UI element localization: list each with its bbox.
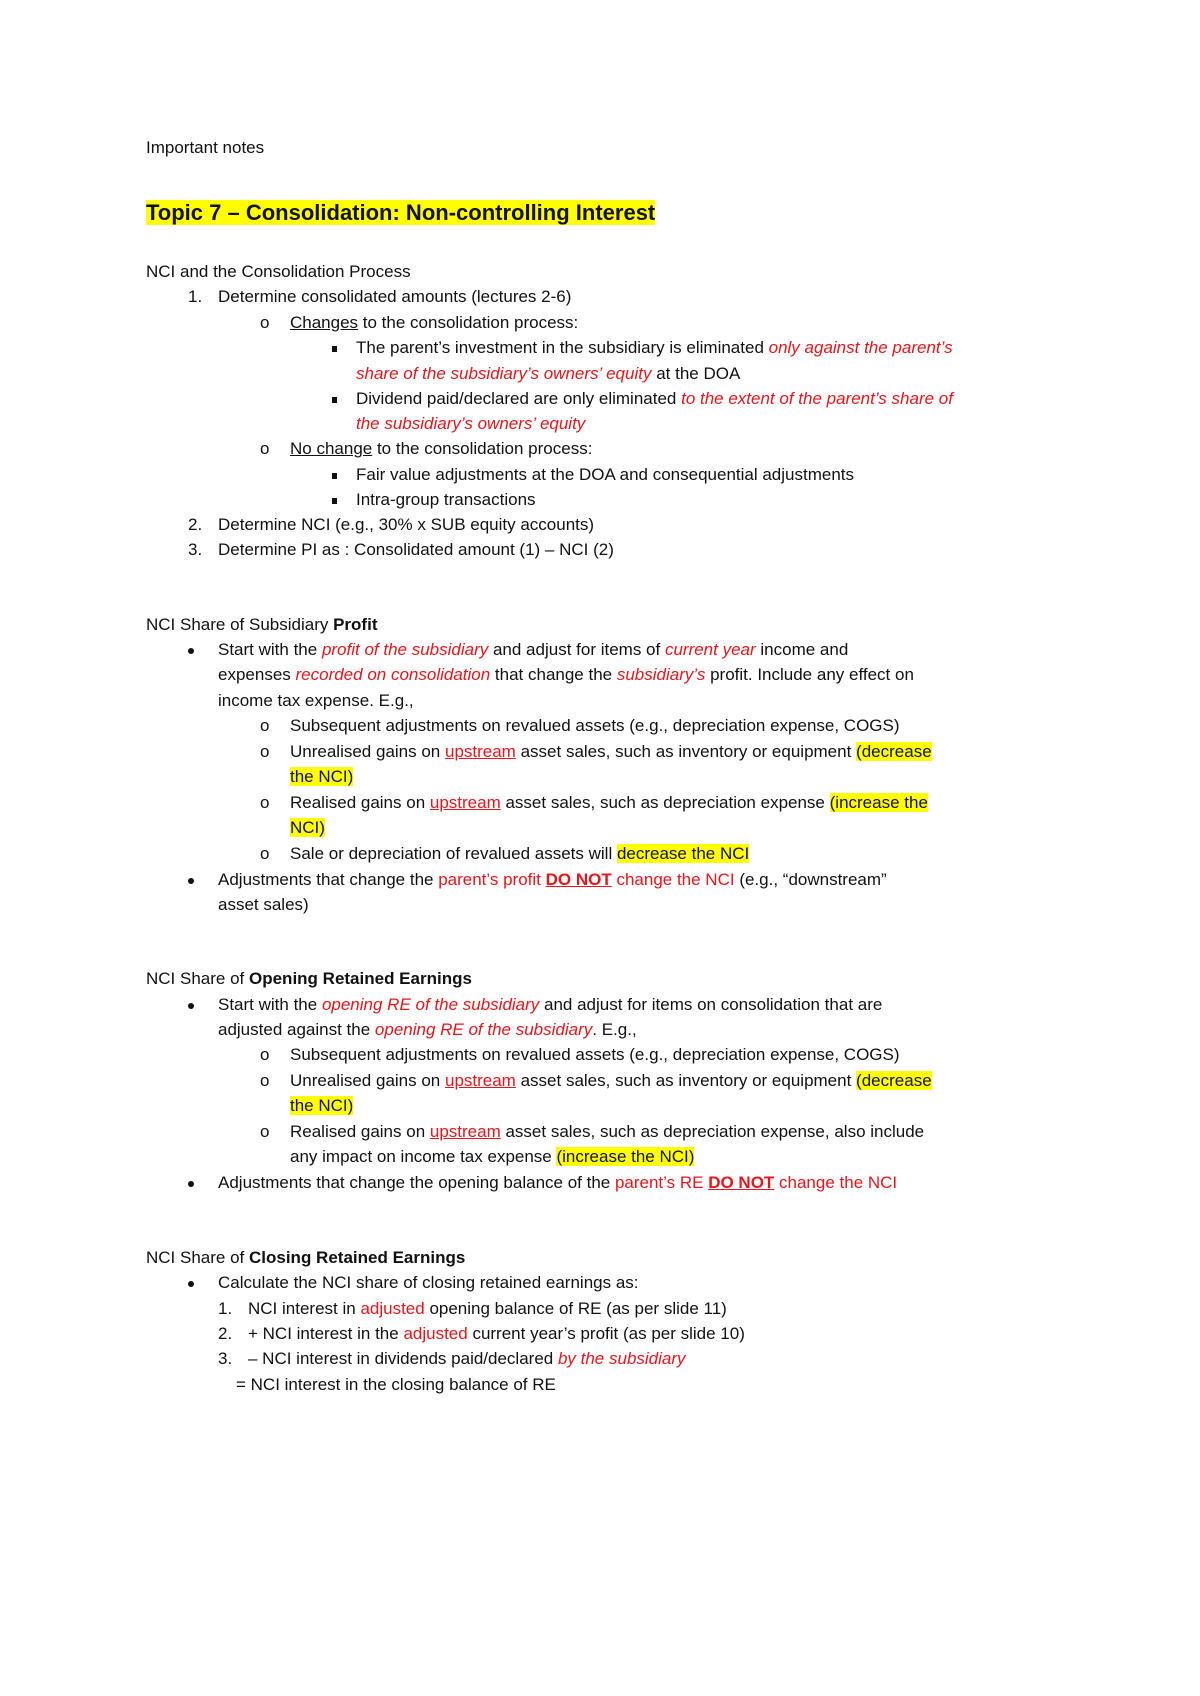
topic-title [146, 198, 655, 228]
emphasis-text: parent’s RE [614, 1173, 709, 1192]
list-number: 2. [188, 515, 203, 534]
list-item: Subsequent adjustments on revalued assets (e.g., depreciation expense, COGS) [290, 716, 900, 735]
circle-bullet-icon: o [260, 1045, 270, 1064]
emphasis-text: DO NOT [708, 1173, 775, 1192]
list-item-continued: expenses recorded on consolidation that change the subsidiary’s profit. Include any effect on [218, 665, 914, 684]
text: Dividend paid/declared are only eliminated [356, 389, 682, 408]
list-item-continued: adjusted against the opening RE of the subsidiary. E.g., [218, 1020, 637, 1039]
emphasis-text: recorded on consolidation [295, 665, 491, 684]
list-item: Calculate the NCI share of closing retained earnings as: [218, 1273, 639, 1292]
list-item-continued [290, 1094, 353, 1118]
list-item [356, 387, 953, 411]
emphasis-text: adjusted [403, 1324, 468, 1343]
highlighted-text: the NCI) [290, 767, 354, 786]
emphasis-text: by the subsidiary [557, 1349, 686, 1368]
circle-bullet-icon: o [260, 1071, 270, 1090]
circle-bullet-icon: o [260, 716, 270, 735]
list-item: Determine PI as : Consolidated amount (1) – NCI (2) [218, 540, 614, 559]
list-item-continued [290, 765, 353, 789]
square-bullet-icon [332, 336, 337, 360]
list-number: 3. [218, 1349, 233, 1368]
circle-bullet-icon: o [260, 844, 270, 863]
list-item: Start with the opening RE of the subsidiary and adjust for items on consolidation that are [218, 995, 883, 1014]
emphasis-text: share of the subsidiary’s owners’ equity [356, 364, 652, 383]
emphasis-text: opening RE of the subsidiary [321, 995, 540, 1014]
circle-bullet-icon: o [260, 313, 270, 332]
list-item [356, 336, 953, 360]
list-item-continued: income tax expense. E.g., [218, 691, 414, 710]
bullet-icon [188, 1271, 194, 1295]
list-item-continued [356, 412, 585, 436]
emphasis-text: change the NCI [774, 1173, 898, 1192]
text: to the consolidation process: [372, 439, 593, 458]
text: NCI Share of Subsidiary [146, 615, 334, 634]
list-item [290, 311, 578, 335]
emphasis-text: adjusted [360, 1299, 425, 1318]
emphasis-text: current year [664, 640, 756, 659]
emphasis-text: upstream [429, 1122, 501, 1141]
section-heading-closing-re: NCI Share of Closing Retained Earnings [146, 1248, 466, 1267]
bullet-icon [188, 1171, 194, 1195]
topic-title-text: Topic 7 – Consolidation: Non-controlling Interest [146, 200, 656, 225]
bullet-icon [188, 638, 194, 662]
highlighted-text: (decrease [856, 1071, 932, 1090]
doc-heading: Important notes [146, 138, 265, 157]
emphasis-text: to the extent of the parent’s share of [681, 389, 953, 408]
circle-bullet-icon: o [260, 742, 270, 761]
emphasis-text: the subsidiary’s owners’ equity [356, 414, 586, 433]
text: at the DOA [651, 364, 741, 383]
list-item: Unrealised gains on upstream asset sales, such as inventory or equipment (decrease [290, 1071, 932, 1090]
list-item: Start with the profit of the subsidiary and adjust for items of current year income and [218, 640, 849, 659]
list-item: Realised gains on upstream asset sales, such as depreciation expense (increase the [290, 793, 928, 812]
emphasis-text: opening RE of the subsidiary [374, 1020, 593, 1039]
list-item: Sale or depreciation of revalued assets will decrease the NCI [290, 844, 750, 863]
bold-term: Opening Retained Earnings [249, 969, 472, 988]
list-item: Determine consolidated amounts (lectures 2-6) [218, 287, 572, 306]
section-heading-consolidation-process: NCI and the Consolidation Process [146, 262, 411, 281]
emphasis-text: subsidiary’s [616, 665, 706, 684]
list-number: 1. [188, 287, 203, 306]
underlined-term: No change [290, 439, 373, 458]
list-item: Realised gains on upstream asset sales, such as depreciation expense, also include [290, 1122, 925, 1141]
list-number: 2. [218, 1324, 233, 1343]
list-item-continued [290, 816, 325, 840]
emphasis-text: upstream [444, 742, 516, 761]
list-item: Fair value adjustments at the DOA and consequential adjustments [356, 465, 855, 484]
list-item-continued [356, 362, 740, 386]
text: The parent’s investment in the subsidiary is eliminated [356, 338, 769, 357]
list-item: – NCI interest in dividends paid/declared by the subsidiary [248, 1349, 686, 1368]
list-item-continued: any impact on income tax expense (increase the NCI) [290, 1147, 695, 1166]
list-item: Subsequent adjustments on revalued assets (e.g., depreciation expense, COGS) [290, 1045, 900, 1064]
highlighted-text: (increase the [829, 793, 928, 812]
list-item: Intra-group transactions [356, 490, 536, 509]
list-number: 3. [188, 540, 203, 559]
underlined-term: Changes [290, 313, 359, 332]
text: to the consolidation process: [358, 313, 579, 332]
bold-term: Profit [333, 615, 378, 634]
bold-term: Closing Retained Earnings [249, 1248, 466, 1267]
bullet-icon [188, 868, 194, 892]
list-number: 1. [218, 1299, 233, 1318]
emphasis-text: DO NOT [545, 870, 612, 889]
total-line: = NCI interest in the closing balance of RE [236, 1375, 556, 1394]
list-item: Determine NCI (e.g., 30% x SUB equity accounts) [218, 515, 595, 534]
list-item: Adjustments that change the parent’s profit DO NOT change the NCI (e.g., “downstream” [218, 870, 887, 889]
highlighted-text: decrease the NCI [616, 844, 750, 863]
list-item: Adjustments that change the opening balance of the parent’s RE DO NOT change the NCI [218, 1173, 898, 1192]
highlighted-text: NCI) [290, 818, 325, 837]
emphasis-text: only against the parent’s [768, 338, 953, 357]
emphasis-text: upstream [444, 1071, 516, 1090]
highlighted-text: (increase the NCI) [556, 1147, 695, 1166]
emphasis-text: profit of the subsidiary [321, 640, 489, 659]
square-bullet-icon [332, 387, 337, 411]
emphasis-text: parent’s profit [438, 870, 546, 889]
highlighted-text: the NCI) [290, 1096, 354, 1115]
circle-bullet-icon: o [260, 439, 270, 458]
emphasis-text: change the NCI [611, 870, 735, 889]
square-bullet-icon [332, 463, 337, 487]
section-heading-profit [146, 613, 377, 637]
highlighted-text: (decrease [856, 742, 932, 761]
circle-bullet-icon: o [260, 1122, 270, 1141]
list-item [290, 437, 592, 461]
bullet-icon [188, 993, 194, 1017]
list-item-continued: asset sales) [218, 895, 309, 914]
list-item: Unrealised gains on upstream asset sales, such as inventory or equipment (decrease [290, 742, 932, 761]
emphasis-text: upstream [429, 793, 501, 812]
list-item: NCI interest in adjusted opening balance of RE (as per slide 11) [248, 1299, 727, 1318]
section-heading-opening-re: NCI Share of Opening Retained Earnings [146, 969, 472, 988]
list-item: + NCI interest in the adjusted current year’s profit (as per slide 10) [248, 1324, 745, 1343]
square-bullet-icon [332, 488, 337, 512]
circle-bullet-icon: o [260, 793, 270, 812]
